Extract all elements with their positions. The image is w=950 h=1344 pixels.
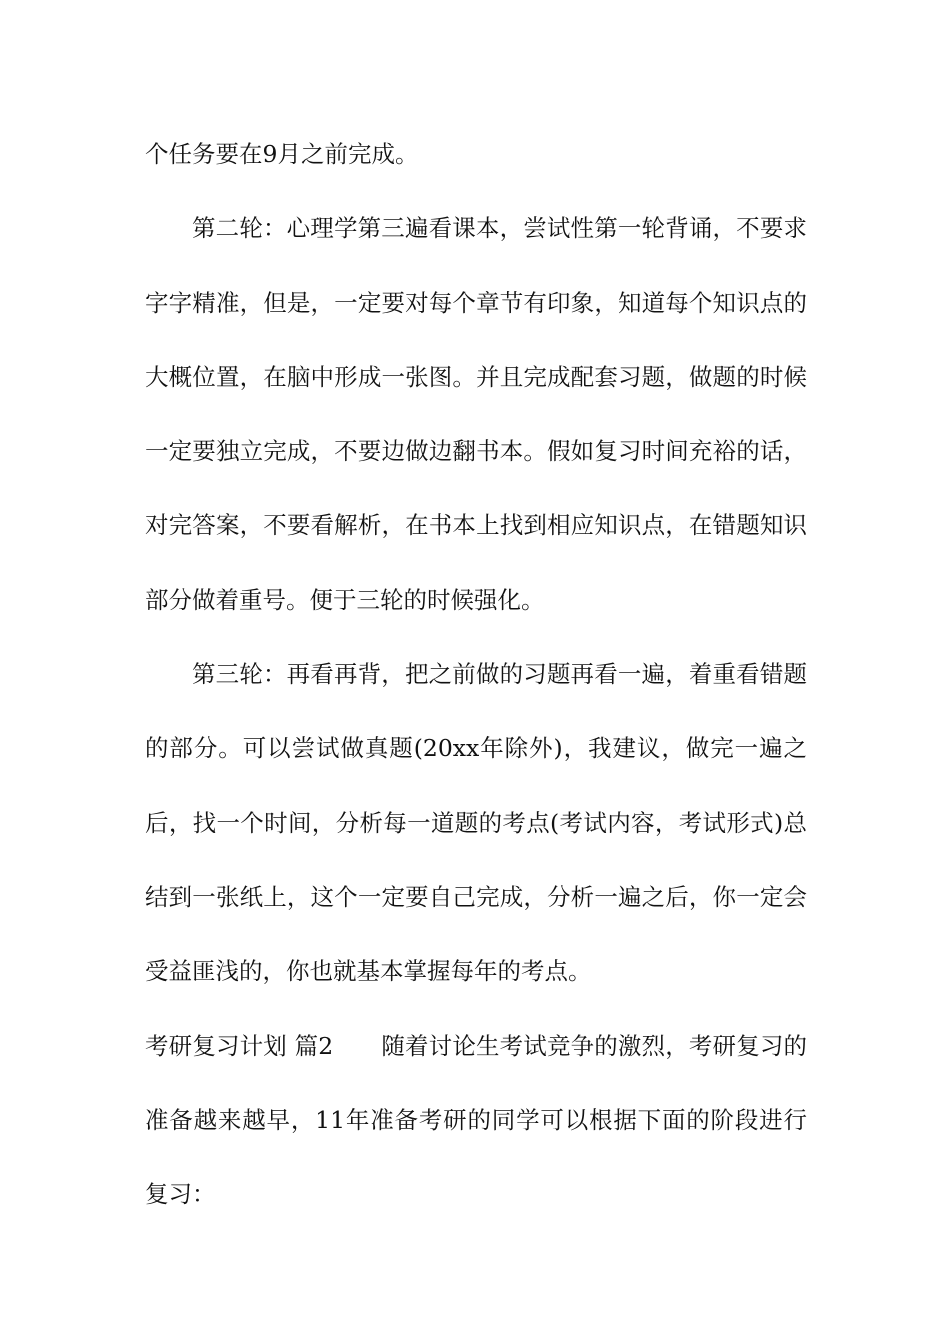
document-body — [145, 117, 807, 1231]
paragraph-section-two — [145, 1009, 807, 1232]
paragraph-round-two — [145, 191, 807, 637]
paragraph-round-three — [145, 637, 807, 1008]
paragraph-continuation — [145, 117, 807, 191]
paragraph-text: 个任务要在9月之前完成。 — [145, 140, 419, 168]
paragraph-text: 第三轮：再看再背，把之前做的习题再看一遍，着重看错题的部分。可以尝试做真题(20xx年除外)，我建议，做完一遍之后，找一个时间，分析每一道题的考点(考试内容，考试形式)总结到一张纸上，这个一定要自己完成，分析一遍之后，你一定会受益匪浅的，你也就基本掌握每年的考点。 — [145, 660, 807, 986]
paragraph-text: 第二轮：心理学第三遍看课本，尝试性第一轮背诵，不要求字字精准，但是，一定要对每个章节有印象，知道每个知识点的大概位置，在脑中形成一张图。并且完成配套习题，做题的时候一定要独立完成，不要边做边翻书本。假如复习时间充裕的话，对完答案，不要看解析，在书本上找到相应知识点，在错题知识部分做着重号。便于三轮的时候强化。 — [145, 214, 807, 614]
section-text: 随着讨论生考试竞争的激烈，考研复习的准备越来越早，11年准备考研的同学可以根据下面的阶段进行复习： — [145, 1031, 808, 1209]
section-heading: 考研复习计划 篇2 — [145, 1031, 334, 1060]
